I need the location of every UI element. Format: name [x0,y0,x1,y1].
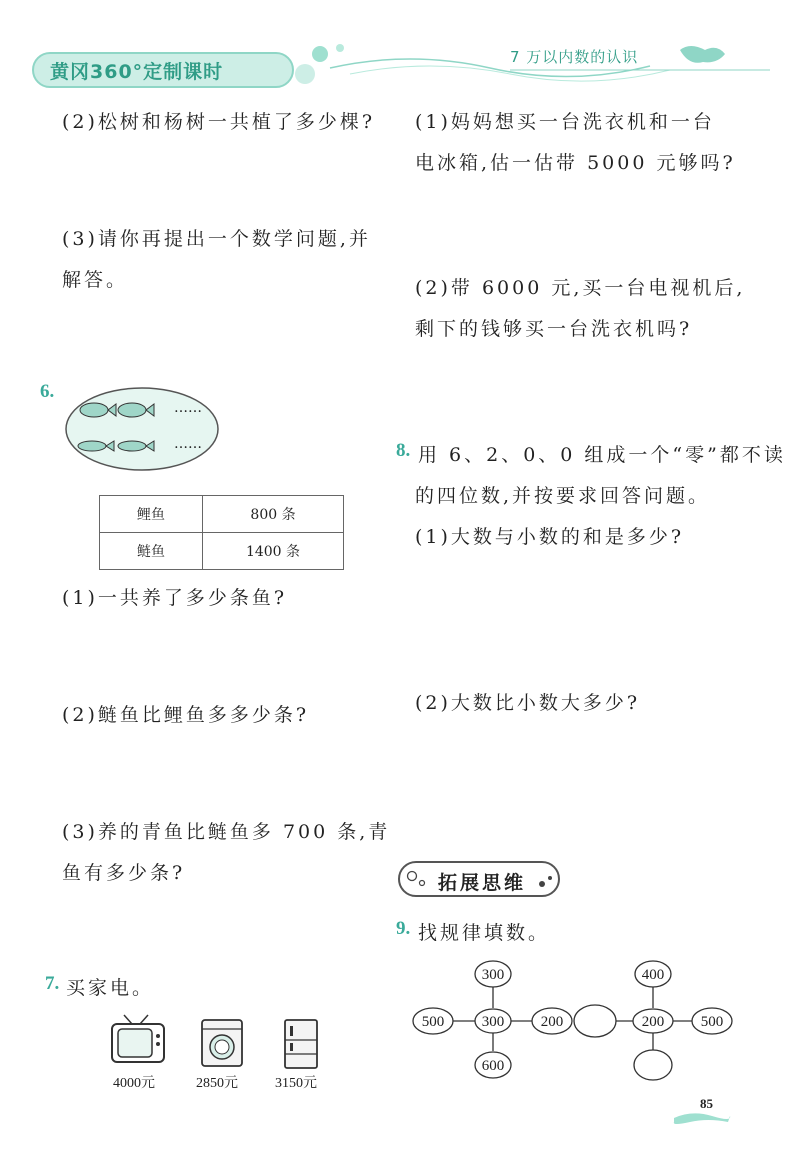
q7-number: 7. [45,973,60,994]
page-number: 85 [700,1096,713,1111]
refrigerator-icon [283,1018,319,1070]
q6-1: (1)一共养了多少条鱼? [62,587,288,609]
q5-3-line1: (3)请你再提出一个数学问题,并 [62,228,371,250]
q6-2: (2)鲢鱼比鲤鱼多多少条? [62,704,310,726]
washing-machine-icon [200,1018,244,1068]
chapter-title: 7 万以内数的认识 [510,48,639,66]
fish-table [99,495,344,570]
bubble-icon [404,870,434,890]
q6-3-line1: (3)养的青鱼比鲢鱼多 700 条,青 [62,821,391,843]
left-right-value: 200 [540,1014,564,1030]
q6-3-line2: 鱼有多少条? [62,862,186,884]
q7-title: 买家电。 [66,977,155,999]
q6-number: 6. [40,381,55,402]
q8-1: (1)大数与小数的和是多少? [415,526,685,548]
left-center-value: 300 [481,1014,505,1030]
fish-count: 800 条 [203,496,344,533]
q7-2-line2: 剩下的钱够买一台洗衣机吗? [415,318,693,340]
tv-price: 4000元 [113,1076,155,1091]
right-right-value: 500 [700,1014,724,1030]
table-row [100,496,344,533]
tv-icon [110,1014,166,1066]
q9-number: 9. [396,918,411,939]
q7-1-line1: (1)妈妈想买一台洗衣机和一台 [415,111,715,133]
fish-pond [62,384,222,474]
fridge-price: 3150元 [275,1076,317,1091]
fish-dots-2: …… [174,436,202,452]
book-title: 黄冈360°定制课时 [50,61,224,83]
q9-title: 找规律填数。 [418,922,551,944]
q7-1-line2: 电冰箱,估一估带 5000 元够吗? [415,152,736,174]
fish-name: 鲤鱼 [100,496,203,533]
right-center-value: 200 [641,1014,665,1030]
page-number-decoration [672,1110,732,1124]
washer-price: 2850元 [196,1076,238,1091]
left-left-value: 500 [421,1014,445,1030]
q8-number: 8. [396,440,411,461]
q8-line2: 的四位数,并按要求回答问题。 [415,485,711,507]
q7-2-line1: (2)带 6000 元,买一台电视机后, [415,277,746,299]
dot-icon [536,872,556,892]
pattern-diagram [405,955,745,1085]
right-top-value: 400 [641,967,665,983]
table-row [100,533,344,570]
q8-line1: 用 6、2、0、0 组成一个“零”都不读 [418,444,786,466]
q5-2: (2)松树和杨树一共植了多少棵? [62,111,376,133]
fish-name: 鲢鱼 [100,533,203,570]
q8-2: (2)大数比小数大多少? [415,692,641,714]
extension-title: 拓展思维 [438,872,527,894]
fish-dots-1: …… [174,400,202,416]
q5-3-line2: 解答。 [62,269,129,291]
left-bottom-value: 600 [481,1058,505,1074]
left-top-value: 300 [481,967,505,983]
fish-count: 1400 条 [203,533,344,570]
